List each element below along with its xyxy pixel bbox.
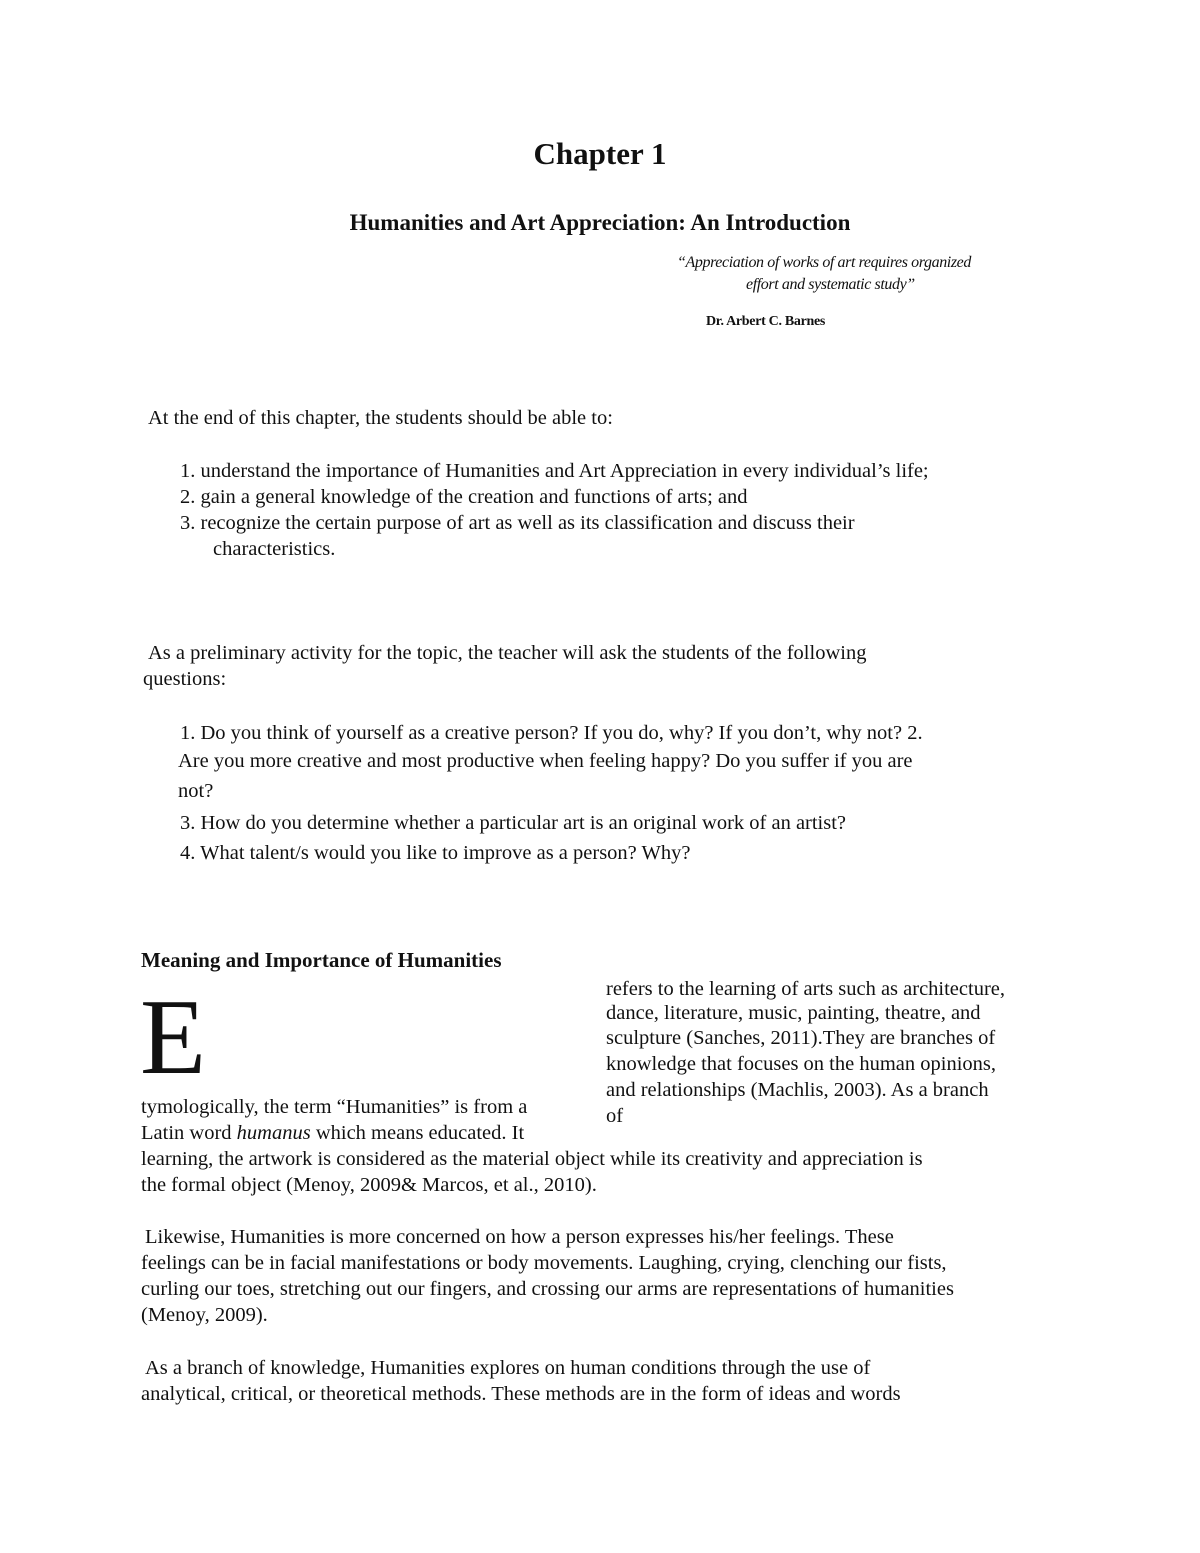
question-item: 1. Do you think of yourself as a creative person? If you do, why? If you don’t, why not? 2. xyxy=(180,722,923,744)
paragraph-line: As a branch of knowledge, Humanities explores on human conditions through the use of xyxy=(145,1357,871,1379)
right-column-line: knowledge that focuses on the human opinions, xyxy=(606,1053,997,1075)
paragraph-line: analytical, critical, or theoretical methods. These methods are in the form of ideas and words xyxy=(141,1383,901,1405)
paragraph-line: curling our toes, stretching out our fingers, and crossing our arms are representations of humanities xyxy=(141,1278,954,1300)
objective-item: 3. recognize the certain purpose of art as well as its classification and discuss their xyxy=(180,512,855,534)
objectives-intro: At the end of this chapter, the students should be able to: xyxy=(148,407,613,429)
drop-cap-letter: E xyxy=(140,978,206,1097)
left-column-line: tymologically, the term “Humanities” is from a xyxy=(141,1096,528,1118)
chapter-subtitle: Humanities and Art Appreciation: An Introduction xyxy=(349,210,851,235)
text-segment: which means educated. It xyxy=(310,1122,525,1144)
chapter-title: Chapter 1 xyxy=(533,136,667,171)
question-item: 4. What talent/s would you like to improve as a person? Why? xyxy=(180,842,691,864)
epigraph-author: Dr. Arbert C. Barnes xyxy=(706,314,826,329)
right-column-line: of xyxy=(606,1105,624,1127)
question-item-continuation: Are you more creative and most productive when feeling happy? Do you suffer if you are xyxy=(178,750,913,772)
right-column-line: sculpture (Sanches, 2011).They are branches of xyxy=(606,1027,996,1049)
objective-item-continuation: characteristics. xyxy=(213,538,336,560)
right-column-line: dance, literature, music, painting, theatre, and xyxy=(606,1002,981,1024)
question-item: 3. How do you determine whether a particular art is an original work of an artist? xyxy=(180,812,847,834)
text-segment: Latin word xyxy=(141,1122,237,1144)
paragraph-line: Likewise, Humanities is more concerned on how a person expresses his/her feelings. These xyxy=(145,1226,894,1248)
right-column-line: refers to the learning of arts such as architecture, xyxy=(606,978,1005,1000)
italic-term: humanus xyxy=(236,1122,311,1144)
activity-intro-line: questions: xyxy=(143,668,227,690)
activity-intro-line: As a preliminary activity for the topic, the teacher will ask the students of the following xyxy=(148,642,867,664)
right-column-line: and relationships (Machlis, 2003). As a branch xyxy=(606,1079,989,1101)
section-heading: Meaning and Importance of Humanities xyxy=(141,948,502,972)
left-column-line xyxy=(141,1120,524,1146)
objective-item: 1. understand the importance of Humanities and Art Appreciation in every individual’s life; xyxy=(180,460,929,482)
question-item-continuation: not? xyxy=(178,780,214,802)
epigraph-quote-line-1: “Appreciation of works of art requires organized xyxy=(677,254,971,271)
objective-item: 2. gain a general knowledge of the creation and functions of arts; and xyxy=(180,486,748,508)
paragraph-line: learning, the artwork is considered as the material object while its creativity and appreciation is xyxy=(141,1148,923,1170)
paragraph-line: (Menoy, 2009). xyxy=(141,1304,268,1326)
paragraph-line: feelings can be in facial manifestations or body movements. Laughing, crying, clenching our fists, xyxy=(141,1252,947,1274)
epigraph-quote-line-2: effort and systematic study” xyxy=(746,276,915,293)
paragraph-line: the formal object (Menoy, 2009& Marcos, et al., 2010). xyxy=(141,1174,597,1196)
